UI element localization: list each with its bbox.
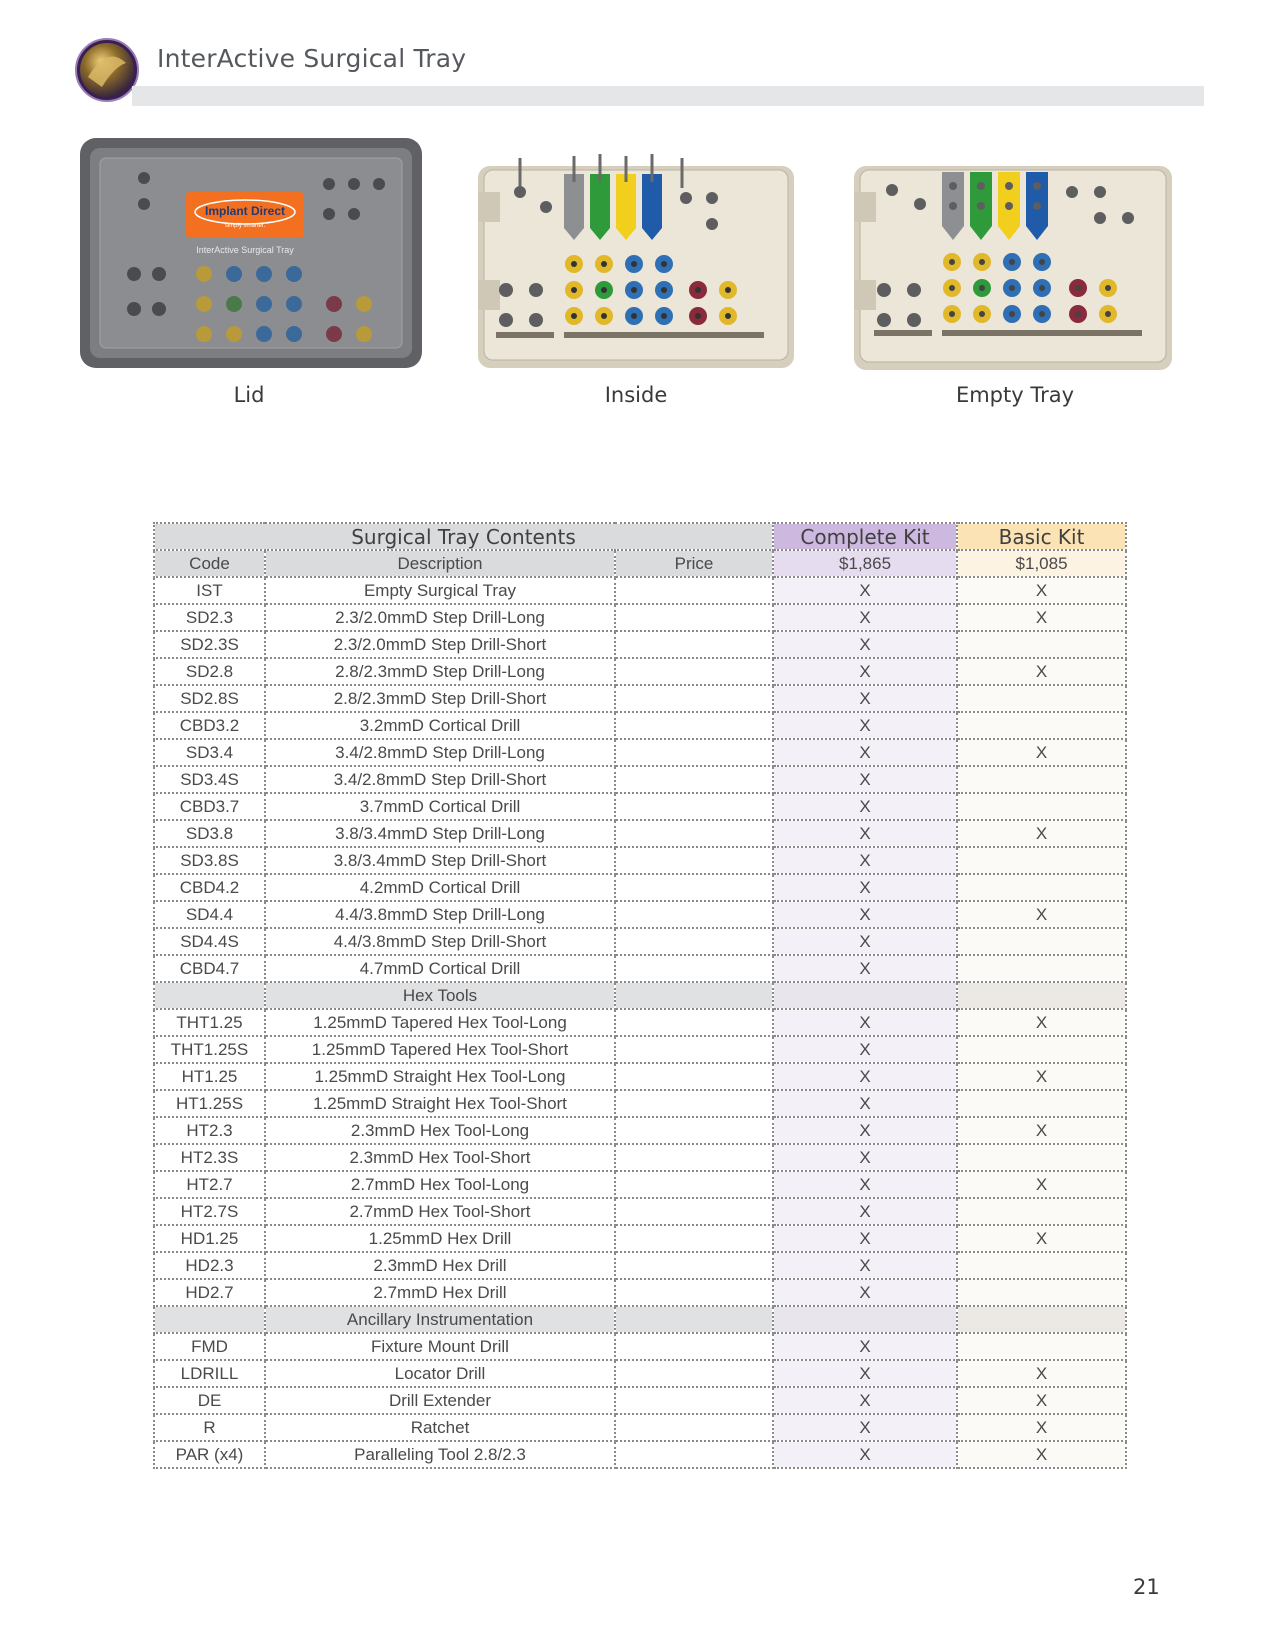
- column-header-description: Description: [265, 550, 615, 577]
- cell-price: [615, 793, 773, 820]
- basic-kit-price: $1,085: [957, 550, 1126, 577]
- cell-code: HD2.3: [154, 1252, 265, 1279]
- cell-basic-kit: X: [957, 901, 1126, 928]
- cell-code: R: [154, 1414, 265, 1441]
- cell-price: [615, 955, 773, 982]
- cell-basic-kit: [957, 766, 1126, 793]
- cell-code: HD2.7: [154, 1279, 265, 1306]
- cell-description: 1.25mmD Straight Hex Tool-Short: [265, 1090, 615, 1117]
- table-row: [154, 1414, 1126, 1441]
- cell-complete-kit: [773, 1306, 957, 1333]
- cell-description: 3.4/2.8mmD Step Drill-Long: [265, 739, 615, 766]
- table-row: [154, 1198, 1126, 1225]
- cell-code: HD1.25: [154, 1225, 265, 1252]
- cell-complete-kit: [773, 982, 957, 1009]
- caption-inside: Inside: [604, 383, 668, 407]
- cell-description: 2.3mmD Hex Tool-Long: [265, 1117, 615, 1144]
- cell-code: FMD: [154, 1333, 265, 1360]
- table-row: [154, 1360, 1126, 1387]
- cell-code: HT2.7S: [154, 1198, 265, 1225]
- cell-complete-kit: X: [773, 1117, 957, 1144]
- table-row: [154, 928, 1126, 955]
- cell-basic-kit: X: [957, 1009, 1126, 1036]
- cell-basic-kit: X: [957, 1387, 1126, 1414]
- basic-kit-header: Basic Kit: [957, 523, 1126, 550]
- cell-basic-kit: [957, 1036, 1126, 1063]
- column-header-code: Code: [154, 550, 265, 577]
- cell-description: 3.8/3.4mmD Step Drill-Long: [265, 820, 615, 847]
- cell-code: HT1.25: [154, 1063, 265, 1090]
- brand-logo-icon: [74, 37, 140, 103]
- lid-label-text: InterActive Surgical Tray: [196, 245, 294, 255]
- table-row: [154, 577, 1126, 604]
- page-number: 21: [1133, 1575, 1160, 1599]
- cell-basic-kit: X: [957, 604, 1126, 631]
- cell-complete-kit: X: [773, 955, 957, 982]
- cell-complete-kit: X: [773, 820, 957, 847]
- tray-empty-image: [852, 162, 1174, 374]
- cell-complete-kit: X: [773, 1198, 957, 1225]
- table-row: [154, 901, 1126, 928]
- cell-price: [615, 1144, 773, 1171]
- section-row: [154, 982, 1126, 1009]
- cell-price: [615, 1360, 773, 1387]
- cell-basic-kit: [957, 1279, 1126, 1306]
- table-row: [154, 1009, 1126, 1036]
- table-row: [154, 847, 1126, 874]
- cell-basic-kit: [957, 1333, 1126, 1360]
- cell-code: SD4.4S: [154, 928, 265, 955]
- cell-description: 4.4/3.8mmD Step Drill-Long: [265, 901, 615, 928]
- cell-complete-kit: X: [773, 901, 957, 928]
- cell-complete-kit: X: [773, 928, 957, 955]
- page-title: InterActive Surgical Tray: [157, 44, 467, 73]
- cell-basic-kit: [957, 1144, 1126, 1171]
- cell-description: 4.7mmD Cortical Drill: [265, 955, 615, 982]
- cell-description: 1.25mmD Tapered Hex Tool-Short: [265, 1036, 615, 1063]
- table-row: [154, 820, 1126, 847]
- cell-complete-kit: X: [773, 1279, 957, 1306]
- cell-code: CBD4.2: [154, 874, 265, 901]
- cell-price: [615, 1171, 773, 1198]
- lid-logo-tagline: simply smarter.: [224, 223, 266, 229]
- cell-basic-kit: X: [957, 1171, 1126, 1198]
- cell-code: DE: [154, 1387, 265, 1414]
- cell-basic-kit: [957, 928, 1126, 955]
- cell-code: CBD3.7: [154, 793, 265, 820]
- cell-basic-kit: X: [957, 820, 1126, 847]
- cell-basic-kit: [957, 1198, 1126, 1225]
- cell-price: [615, 712, 773, 739]
- cell-complete-kit: X: [773, 1063, 957, 1090]
- cell-complete-kit: X: [773, 1387, 957, 1414]
- complete-kit-price: $1,865: [773, 550, 957, 577]
- complete-kit-header: Complete Kit: [773, 523, 957, 550]
- cell-code: LDRILL: [154, 1360, 265, 1387]
- tray-inside-image: [476, 152, 796, 374]
- cell-price: [615, 1414, 773, 1441]
- cell-price: [615, 1009, 773, 1036]
- cell-description: 3.4/2.8mmD Step Drill-Short: [265, 766, 615, 793]
- cell-complete-kit: X: [773, 658, 957, 685]
- cell-complete-kit: X: [773, 1225, 957, 1252]
- table-row: [154, 1225, 1126, 1252]
- table-row: [154, 1333, 1126, 1360]
- table-row: [154, 1441, 1126, 1468]
- tray-lid-image: [74, 134, 429, 374]
- cell-description: 1.25mmD Tapered Hex Tool-Long: [265, 1009, 615, 1036]
- cell-price: [615, 1090, 773, 1117]
- table-row: [154, 766, 1126, 793]
- section-row: [154, 1306, 1126, 1333]
- cell-code: [154, 1306, 265, 1333]
- table-row: [154, 1252, 1126, 1279]
- table-row: [154, 955, 1126, 982]
- cell-description: 2.3mmD Hex Tool-Short: [265, 1144, 615, 1171]
- cell-basic-kit: X: [957, 1414, 1126, 1441]
- cell-price: [615, 1063, 773, 1090]
- table-row: [154, 1144, 1126, 1171]
- cell-price: [615, 1441, 773, 1468]
- cell-complete-kit: X: [773, 1360, 957, 1387]
- table-body: [154, 577, 1126, 1468]
- table-row: [154, 712, 1126, 739]
- cell-description: Fixture Mount Drill: [265, 1333, 615, 1360]
- cell-complete-kit: X: [773, 712, 957, 739]
- cell-price: [615, 820, 773, 847]
- cell-price: [615, 658, 773, 685]
- cell-description: Drill Extender: [265, 1387, 615, 1414]
- cell-basic-kit: X: [957, 1441, 1126, 1468]
- cell-complete-kit: X: [773, 577, 957, 604]
- table-row: [154, 1171, 1126, 1198]
- cell-code: PAR (x4): [154, 1441, 265, 1468]
- header-divider-bar: [132, 86, 1204, 106]
- cell-complete-kit: X: [773, 1009, 957, 1036]
- cell-basic-kit: X: [957, 739, 1126, 766]
- cell-basic-kit: X: [957, 1360, 1126, 1387]
- cell-basic-kit: [957, 955, 1126, 982]
- column-header-price: Price: [615, 550, 773, 577]
- caption-empty-tray: Empty Tray: [955, 383, 1075, 407]
- cell-code: CBD4.7: [154, 955, 265, 982]
- cell-code: SD3.4S: [154, 766, 265, 793]
- cell-basic-kit: X: [957, 1225, 1126, 1252]
- cell-complete-kit: X: [773, 874, 957, 901]
- cell-price: [615, 1225, 773, 1252]
- cell-description: 1.25mmD Straight Hex Tool-Long: [265, 1063, 615, 1090]
- cell-description: 2.7mmD Hex Tool-Long: [265, 1171, 615, 1198]
- table-row: [154, 685, 1126, 712]
- cell-price: [615, 1198, 773, 1225]
- cell-basic-kit: [957, 712, 1126, 739]
- cell-complete-kit: X: [773, 685, 957, 712]
- cell-description: 2.8/2.3mmD Step Drill-Short: [265, 685, 615, 712]
- table-row: [154, 739, 1126, 766]
- cell-description: 4.4/3.8mmD Step Drill-Short: [265, 928, 615, 955]
- cell-basic-kit: X: [957, 658, 1126, 685]
- cell-description: 2.3mmD Hex Drill: [265, 1252, 615, 1279]
- cell-basic-kit: [957, 1252, 1126, 1279]
- cell-price: [615, 739, 773, 766]
- cell-complete-kit: X: [773, 1036, 957, 1063]
- cell-basic-kit: [957, 1090, 1126, 1117]
- cell-description: Locator Drill: [265, 1360, 615, 1387]
- cell-description: 1.25mmD Hex Drill: [265, 1225, 615, 1252]
- table-row: [154, 1387, 1126, 1414]
- cell-complete-kit: X: [773, 1252, 957, 1279]
- cell-complete-kit: X: [773, 1144, 957, 1171]
- table-row: [154, 1063, 1126, 1090]
- cell-basic-kit: [957, 631, 1126, 658]
- cell-basic-kit: X: [957, 1117, 1126, 1144]
- cell-price: [615, 1306, 773, 1333]
- cell-price: [615, 1036, 773, 1063]
- cell-description: Hex Tools: [265, 982, 615, 1009]
- cell-price: [615, 577, 773, 604]
- table-row: [154, 658, 1126, 685]
- cell-description: Empty Surgical Tray: [265, 577, 615, 604]
- cell-price: [615, 901, 773, 928]
- cell-code: SD4.4: [154, 901, 265, 928]
- cell-complete-kit: X: [773, 1414, 957, 1441]
- cell-complete-kit: X: [773, 847, 957, 874]
- cell-description: 4.2mmD Cortical Drill: [265, 874, 615, 901]
- cell-code: SD2.8: [154, 658, 265, 685]
- cell-price: [615, 766, 773, 793]
- cell-description: 2.8/2.3mmD Step Drill-Long: [265, 658, 615, 685]
- cell-description: 2.3/2.0mmD Step Drill-Short: [265, 631, 615, 658]
- surgical-tray-contents-table: [153, 522, 1127, 1469]
- cell-description: 2.7mmD Hex Tool-Short: [265, 1198, 615, 1225]
- table-row: [154, 1036, 1126, 1063]
- table-row: [154, 1279, 1126, 1306]
- table-row: [154, 604, 1126, 631]
- cell-description: Ancillary Instrumentation: [265, 1306, 615, 1333]
- caption-lid: Lid: [233, 383, 265, 407]
- cell-price: [615, 847, 773, 874]
- cell-basic-kit: [957, 1306, 1126, 1333]
- cell-description: Ratchet: [265, 1414, 615, 1441]
- cell-description: 3.2mmD Cortical Drill: [265, 712, 615, 739]
- table-row: [154, 631, 1126, 658]
- cell-price: [615, 1279, 773, 1306]
- cell-basic-kit: [957, 793, 1126, 820]
- cell-price: [615, 1117, 773, 1144]
- cell-code: [154, 982, 265, 1009]
- cell-complete-kit: X: [773, 1441, 957, 1468]
- cell-complete-kit: X: [773, 1171, 957, 1198]
- cell-description: Paralleling Tool 2.8/2.3: [265, 1441, 615, 1468]
- cell-price: [615, 928, 773, 955]
- cell-price: [615, 1387, 773, 1414]
- cell-complete-kit: X: [773, 739, 957, 766]
- cell-price: [615, 685, 773, 712]
- cell-code: SD2.3S: [154, 631, 265, 658]
- table-row: [154, 1117, 1126, 1144]
- cell-complete-kit: X: [773, 1090, 957, 1117]
- cell-code: SD3.8S: [154, 847, 265, 874]
- cell-code: HT1.25S: [154, 1090, 265, 1117]
- cell-price: [615, 874, 773, 901]
- cell-complete-kit: X: [773, 766, 957, 793]
- cell-code: SD3.4: [154, 739, 265, 766]
- cell-complete-kit: X: [773, 631, 957, 658]
- cell-description: 3.7mmD Cortical Drill: [265, 793, 615, 820]
- cell-price: [615, 1333, 773, 1360]
- cell-code: IST: [154, 577, 265, 604]
- cell-price: [615, 631, 773, 658]
- cell-description: 2.3/2.0mmD Step Drill-Long: [265, 604, 615, 631]
- table-row: [154, 793, 1126, 820]
- cell-code: HT2.7: [154, 1171, 265, 1198]
- table-row: [154, 1090, 1126, 1117]
- table-title: Surgical Tray Contents: [154, 523, 773, 550]
- cell-basic-kit: X: [957, 577, 1126, 604]
- lid-logo-text: Implant Direct: [204, 204, 286, 218]
- cell-code: THT1.25: [154, 1009, 265, 1036]
- cell-basic-kit: [957, 982, 1126, 1009]
- cell-code: SD3.8: [154, 820, 265, 847]
- cell-code: CBD3.2: [154, 712, 265, 739]
- cell-basic-kit: [957, 685, 1126, 712]
- cell-code: SD2.8S: [154, 685, 265, 712]
- cell-basic-kit: [957, 847, 1126, 874]
- cell-description: 3.8/3.4mmD Step Drill-Short: [265, 847, 615, 874]
- cell-price: [615, 604, 773, 631]
- table-row: [154, 874, 1126, 901]
- cell-code: HT2.3: [154, 1117, 265, 1144]
- cell-code: THT1.25S: [154, 1036, 265, 1063]
- cell-description: 2.7mmD Hex Drill: [265, 1279, 615, 1306]
- cell-complete-kit: X: [773, 1333, 957, 1360]
- cell-basic-kit: [957, 874, 1126, 901]
- cell-complete-kit: X: [773, 793, 957, 820]
- cell-complete-kit: X: [773, 604, 957, 631]
- cell-code: HT2.3S: [154, 1144, 265, 1171]
- cell-basic-kit: X: [957, 1063, 1126, 1090]
- cell-price: [615, 982, 773, 1009]
- cell-code: SD2.3: [154, 604, 265, 631]
- cell-price: [615, 1252, 773, 1279]
